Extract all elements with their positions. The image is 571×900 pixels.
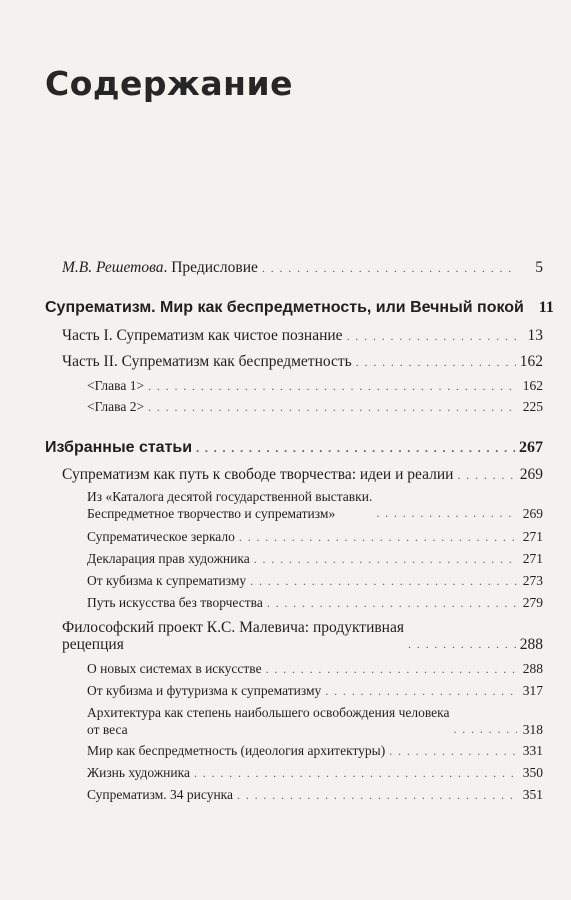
toc-entry-s1b	[87, 528, 543, 546]
toc-entry-s2f	[87, 786, 543, 804]
page-number: 350	[522, 765, 543, 780]
page-number: 13	[527, 327, 543, 344]
page-number: 288	[519, 636, 543, 653]
toc-entry-s2	[62, 619, 543, 653]
toc-entry-s2d	[87, 742, 543, 760]
toc-entry-part2	[45, 439, 543, 457]
entry-title: Путь искусства без творчества	[87, 595, 263, 610]
entry-title: Супрематическое зеркало	[87, 529, 235, 544]
toc-entry-s2b	[87, 682, 543, 700]
toc-entry-s2a	[87, 660, 543, 678]
page-number: 331	[522, 743, 543, 758]
toc-entry-s1d	[87, 572, 543, 590]
page-number: 225	[522, 399, 543, 414]
entry-title: <Глава 2>	[87, 399, 145, 414]
page-number: 162	[519, 353, 543, 370]
page-number: 317	[522, 683, 543, 698]
entry-title: О новых системах в искусстве	[87, 661, 262, 676]
toc-entry-ch2	[62, 353, 543, 371]
page-number: 267	[519, 439, 543, 456]
leader-dots	[347, 328, 517, 345]
toc-entry-s1	[62, 466, 543, 484]
leader-dots	[148, 378, 517, 395]
page-number: 273	[522, 573, 543, 588]
entry-title: Супрематизм. Мир как беспредметность, или Вечный покой	[45, 299, 524, 316]
entry-title-line1: Из «Каталога десятой государственной выставки.	[87, 489, 373, 504]
entry-title-line2: рецепция	[62, 636, 124, 653]
page-number: 269	[522, 506, 543, 521]
leader-dots	[196, 440, 515, 457]
toc-entry-g1	[87, 377, 543, 395]
page-number: 279	[522, 595, 543, 610]
leader-dots	[250, 573, 517, 590]
entry-title: От кубизма и футуризма к супрематизму	[87, 683, 322, 698]
page-number: 269	[519, 466, 543, 483]
entry-title: <Глава 1>	[87, 378, 145, 393]
entry-title: Супрематизм. 34 рисунка	[87, 787, 234, 802]
page-number: 162	[522, 378, 543, 393]
leader-dots	[194, 765, 517, 782]
toc-entry-s2e	[87, 764, 543, 782]
leader-dots	[239, 529, 517, 546]
page-number: 288	[522, 661, 543, 676]
leader-dots	[267, 595, 517, 612]
preface-title: . Предисловие	[163, 259, 258, 276]
entry-title: Часть II. Супрематизм как беспредметность	[62, 353, 352, 370]
entry-title: Мир как беспредметность (идеология архитектуры)	[87, 743, 386, 758]
page-number: 271	[522, 529, 543, 544]
leader-dots	[457, 467, 515, 484]
entry-title: От кубизма к супрематизму	[87, 573, 247, 588]
toc-entry-s1a	[87, 488, 543, 522]
page-title: Содержание	[45, 64, 293, 103]
leader-dots	[254, 551, 517, 568]
toc-entry-s1e	[87, 594, 543, 612]
page-number: 318	[522, 722, 543, 737]
entry-title-line1: Архитектура как степень наибольшего освобождения человека	[87, 705, 450, 720]
preface-author: М.В. Решетова	[62, 259, 164, 276]
entry-title: Избранные статьи	[45, 439, 193, 456]
entry-title: Жизнь художника	[87, 765, 190, 780]
toc-entry-g2	[87, 398, 543, 416]
leader-dots	[237, 787, 517, 804]
leader-dots	[262, 260, 517, 277]
leader-dots	[453, 721, 517, 738]
page-number: 351	[522, 787, 543, 802]
leader-dots	[389, 743, 517, 760]
entry-title: Часть I. Супрематизм как чистое познание	[62, 327, 343, 344]
page-number: 11	[538, 299, 554, 316]
toc-entry-ch1	[62, 327, 543, 345]
entry-title: Декларация прав художника	[87, 551, 250, 566]
leader-dots	[148, 399, 517, 416]
entry-title: Супрематизм как путь к свободе творчества: идеи и реалии	[62, 466, 454, 483]
leader-dots	[356, 354, 516, 371]
entry-title-line2: от веса	[87, 722, 128, 737]
leader-dots	[266, 661, 517, 678]
page-number: 5	[535, 259, 543, 276]
page-number: 271	[522, 551, 543, 566]
toc-entry-preface	[62, 259, 543, 277]
toc-entry-part1	[45, 299, 554, 317]
entry-title-line2: Беспредметное творчество и супрематизм»	[87, 506, 336, 521]
entry-title-line1: Философский проект К.С. Малевича: продуктивная	[62, 619, 404, 636]
leader-dots	[376, 505, 517, 522]
leader-dots	[325, 683, 517, 700]
toc-entry-s2c	[87, 704, 543, 738]
toc-entry-s1c	[87, 550, 543, 568]
leader-dots	[408, 636, 516, 653]
